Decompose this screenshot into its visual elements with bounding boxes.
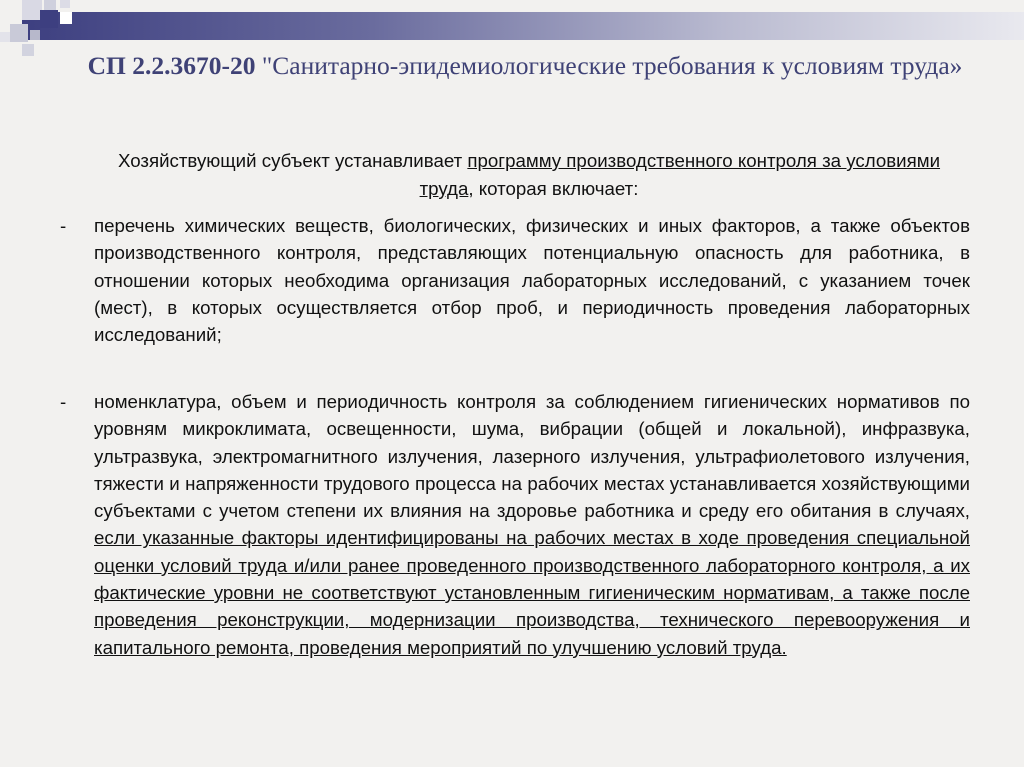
intro-prefix: Хозяйствующий субъект устанавливает	[117, 150, 468, 171]
list-bullet: -	[60, 391, 67, 412]
decor-square	[22, 44, 34, 56]
intro-underlined: программу производственного контроля за условиями труда	[419, 150, 941, 199]
list-item-underlined: если указанные факторы идентифицированы на рабочих местах в ходе проведения специальной оценки условий труда и/или ранее проведенного производственного лабораторного контроля, а их фактические уровни не соответствуют установленным гигиеническим нормативам, а также после проведения реконструкции, модернизации производства, технического перевооружения и капитального ремонта, проведения мероприятий по улучшению условий труда.	[94, 527, 970, 658]
decor-square	[60, 12, 72, 24]
intro-paragraph	[94, 147, 964, 203]
intro-suffix: , которая включает:	[468, 178, 639, 199]
title-name: "Санитарно-эпидемиологические требования к условиям труда»	[261, 51, 963, 80]
slide-title	[60, 48, 990, 83]
header-gradient-bar	[22, 12, 1024, 40]
decor-square	[0, 32, 10, 42]
decor-square	[40, 10, 58, 28]
decor-square	[30, 30, 40, 40]
list-bullet: -	[60, 215, 67, 236]
decor-square	[10, 24, 28, 42]
title-code: СП 2.2.3670-20	[87, 51, 256, 80]
decor-square	[60, 0, 70, 8]
list-item	[60, 212, 970, 348]
list-item-text: номенклатура, объем и периодичность контроля за соблюдением гигиенических нормативов по уровням микроклимата, освещенности, шума, вибрации (общей и локальной), инфразвука, ультразвука, электромагнитного излучения, лазерного излучения, ультрафиолетового излучения, тяжести и напряженности трудового процесса на рабочих местах устанавливается хозяйствующими субъектами с учетом степени их влияния на здоровье работника и среду его обитания в случаях,	[94, 391, 970, 522]
list-item	[60, 388, 970, 661]
list-item-text: перечень химических веществ, биологических, физических и иных факторов, а также объектов производственного контроля, представляющих потенциальную опасность для работника, в отношении которых необходима организация лабораторных исследований, с указанием точек (мест), в которых осуществляется отбор проб, и периодичность проведения лабораторных исследований;	[94, 215, 970, 346]
decor-square	[22, 0, 42, 20]
